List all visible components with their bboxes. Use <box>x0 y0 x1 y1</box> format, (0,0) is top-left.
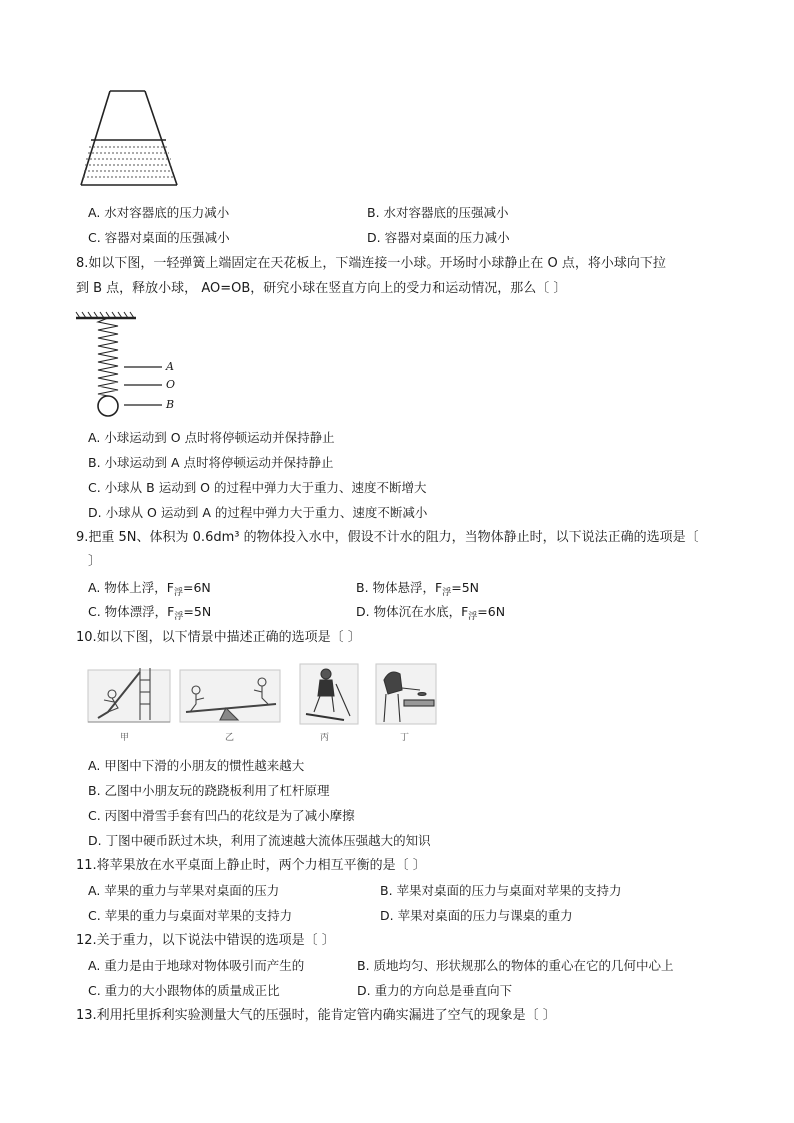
q10-option-a: A. 甲图中下滑的小朋友的惯性越来越大 <box>88 758 305 773</box>
q9-option-d-sub: 浮 <box>468 612 478 622</box>
q10-option-d: D. 丁图中硬币跃过木块，利用了流速越大流体压强越大的知识 <box>88 833 431 848</box>
q7-option-c: C. 容器对桌面的压强减小 <box>88 230 230 245</box>
q9-option-b <box>356 580 479 598</box>
label-o: O <box>166 378 176 391</box>
q9-option-b-pre: B. 物体悬浮，F <box>356 580 443 595</box>
q8-option-c: C. 小球从 B 运动到 O 的过程中弹力大于重力、速度不断增大 <box>88 480 427 495</box>
q11-option-d: D. 苹果对桌面的压力与课桌的重力 <box>380 908 573 923</box>
coin-figure <box>376 664 436 724</box>
skier-figure <box>300 664 358 724</box>
q10-option-b: B. 乙图中小朋友玩的跷跷板利用了杠杆原理 <box>88 783 330 798</box>
q9-option-d-post: =6N <box>477 604 506 619</box>
q9-option-c-pre: C. 物体漂浮，F <box>88 604 175 619</box>
q9-option-a <box>88 580 211 598</box>
q7-option-d: D. 容器对桌面的压力减小 <box>367 230 510 245</box>
q9-option-b-sub: 浮 <box>442 588 452 598</box>
q9-option-c <box>88 604 211 622</box>
q12-option-d: D. 重力的方向总是垂直向下 <box>357 983 513 998</box>
q8-option-d: D. 小球从 O 运动到 A 的过程中弹力大于重力、速度不断减小 <box>88 505 428 520</box>
slide-figure <box>88 668 170 722</box>
q9-option-c-post: =5N <box>183 604 212 619</box>
q9-stem-line1: 9.把重 5N、体积为 0.6dm³ 的物体投入水中，假设不计水的阻力，当物体静止时，以下说法正确的选项是〔 <box>76 530 699 545</box>
q12-stem: 12.关于重力，以下说法中错误的选项是〔 〕 <box>76 933 335 948</box>
q12-option-c: C. 重力的大小跟物体的质量成正比 <box>88 983 280 998</box>
q8-stem-line1: 8.如以下图，一轻弹簧上端固定在天花板上，下端连接一小球。开场时小球静止在 O 点，将小球向下拉 <box>76 256 666 271</box>
q12-option-a: A. 重力是由于地球对物体吸引而产生的 <box>88 958 305 973</box>
q10-stem: 10.如以下图，以下情景中描述正确的选项是〔 〕 <box>76 630 361 645</box>
caption-bing: 丙 <box>320 733 330 743</box>
q9-option-c-sub: 浮 <box>174 612 184 622</box>
caption-jia: 甲 <box>120 733 130 743</box>
q9-option-a-post: =6N <box>182 580 211 595</box>
q9-option-b-post: =5N <box>451 580 480 595</box>
caption-ding: 丁 <box>400 733 410 743</box>
q9-option-a-sub: 浮 <box>173 588 183 598</box>
q8-stem-line2: 到 B 点，释放小球， AO=OB，研究小球在竖直方向上的受力和运动情况，那么〔 〕 <box>76 281 567 296</box>
q7-option-a: A. 水对容器底的压力减小 <box>88 205 230 220</box>
label-a: A <box>166 360 174 373</box>
q7-option-b: B. 水对容器底的压强减小 <box>367 205 509 220</box>
q12-option-b: B. 质地均匀、形状规那么的物体的重心在它的几何中心上 <box>357 958 674 973</box>
q11-option-b: B. 苹果对桌面的压力与桌面对苹果的支持力 <box>380 883 622 898</box>
seesaw-figure <box>180 670 280 722</box>
q11-stem: 11.将苹果放在水平桌面上静止时，两个力相互平衡的是〔 〕 <box>76 858 426 873</box>
q9-stem-line2: 〕 <box>88 554 102 569</box>
q8-option-b: B. 小球运动到 A 点时将停顿运动并保持静止 <box>88 455 334 470</box>
q11-option-a: A. 苹果的重力与苹果对桌面的压力 <box>88 883 280 898</box>
q11-option-c: C. 苹果的重力与桌面对苹果的支持力 <box>88 908 293 923</box>
caption-yi: 乙 <box>225 733 235 743</box>
q9-option-d <box>356 604 505 622</box>
q8-option-a: A. 小球运动到 O 点时将停顿运动并保持静止 <box>88 430 335 445</box>
q13-stem: 13.利用托里拆利实验测量大气的压强时，能肯定管内确实漏进了空气的现象是〔 〕 <box>76 1008 556 1023</box>
q9-option-d-pre: D. 物体沉在水底，F <box>356 604 469 619</box>
label-b: B <box>166 398 175 411</box>
q10-option-c: C. 丙图中滑雪手套有凹凸的花纹是为了减小摩擦 <box>88 808 355 823</box>
q9-option-a-pre: A. 物体上浮，F <box>88 580 174 595</box>
